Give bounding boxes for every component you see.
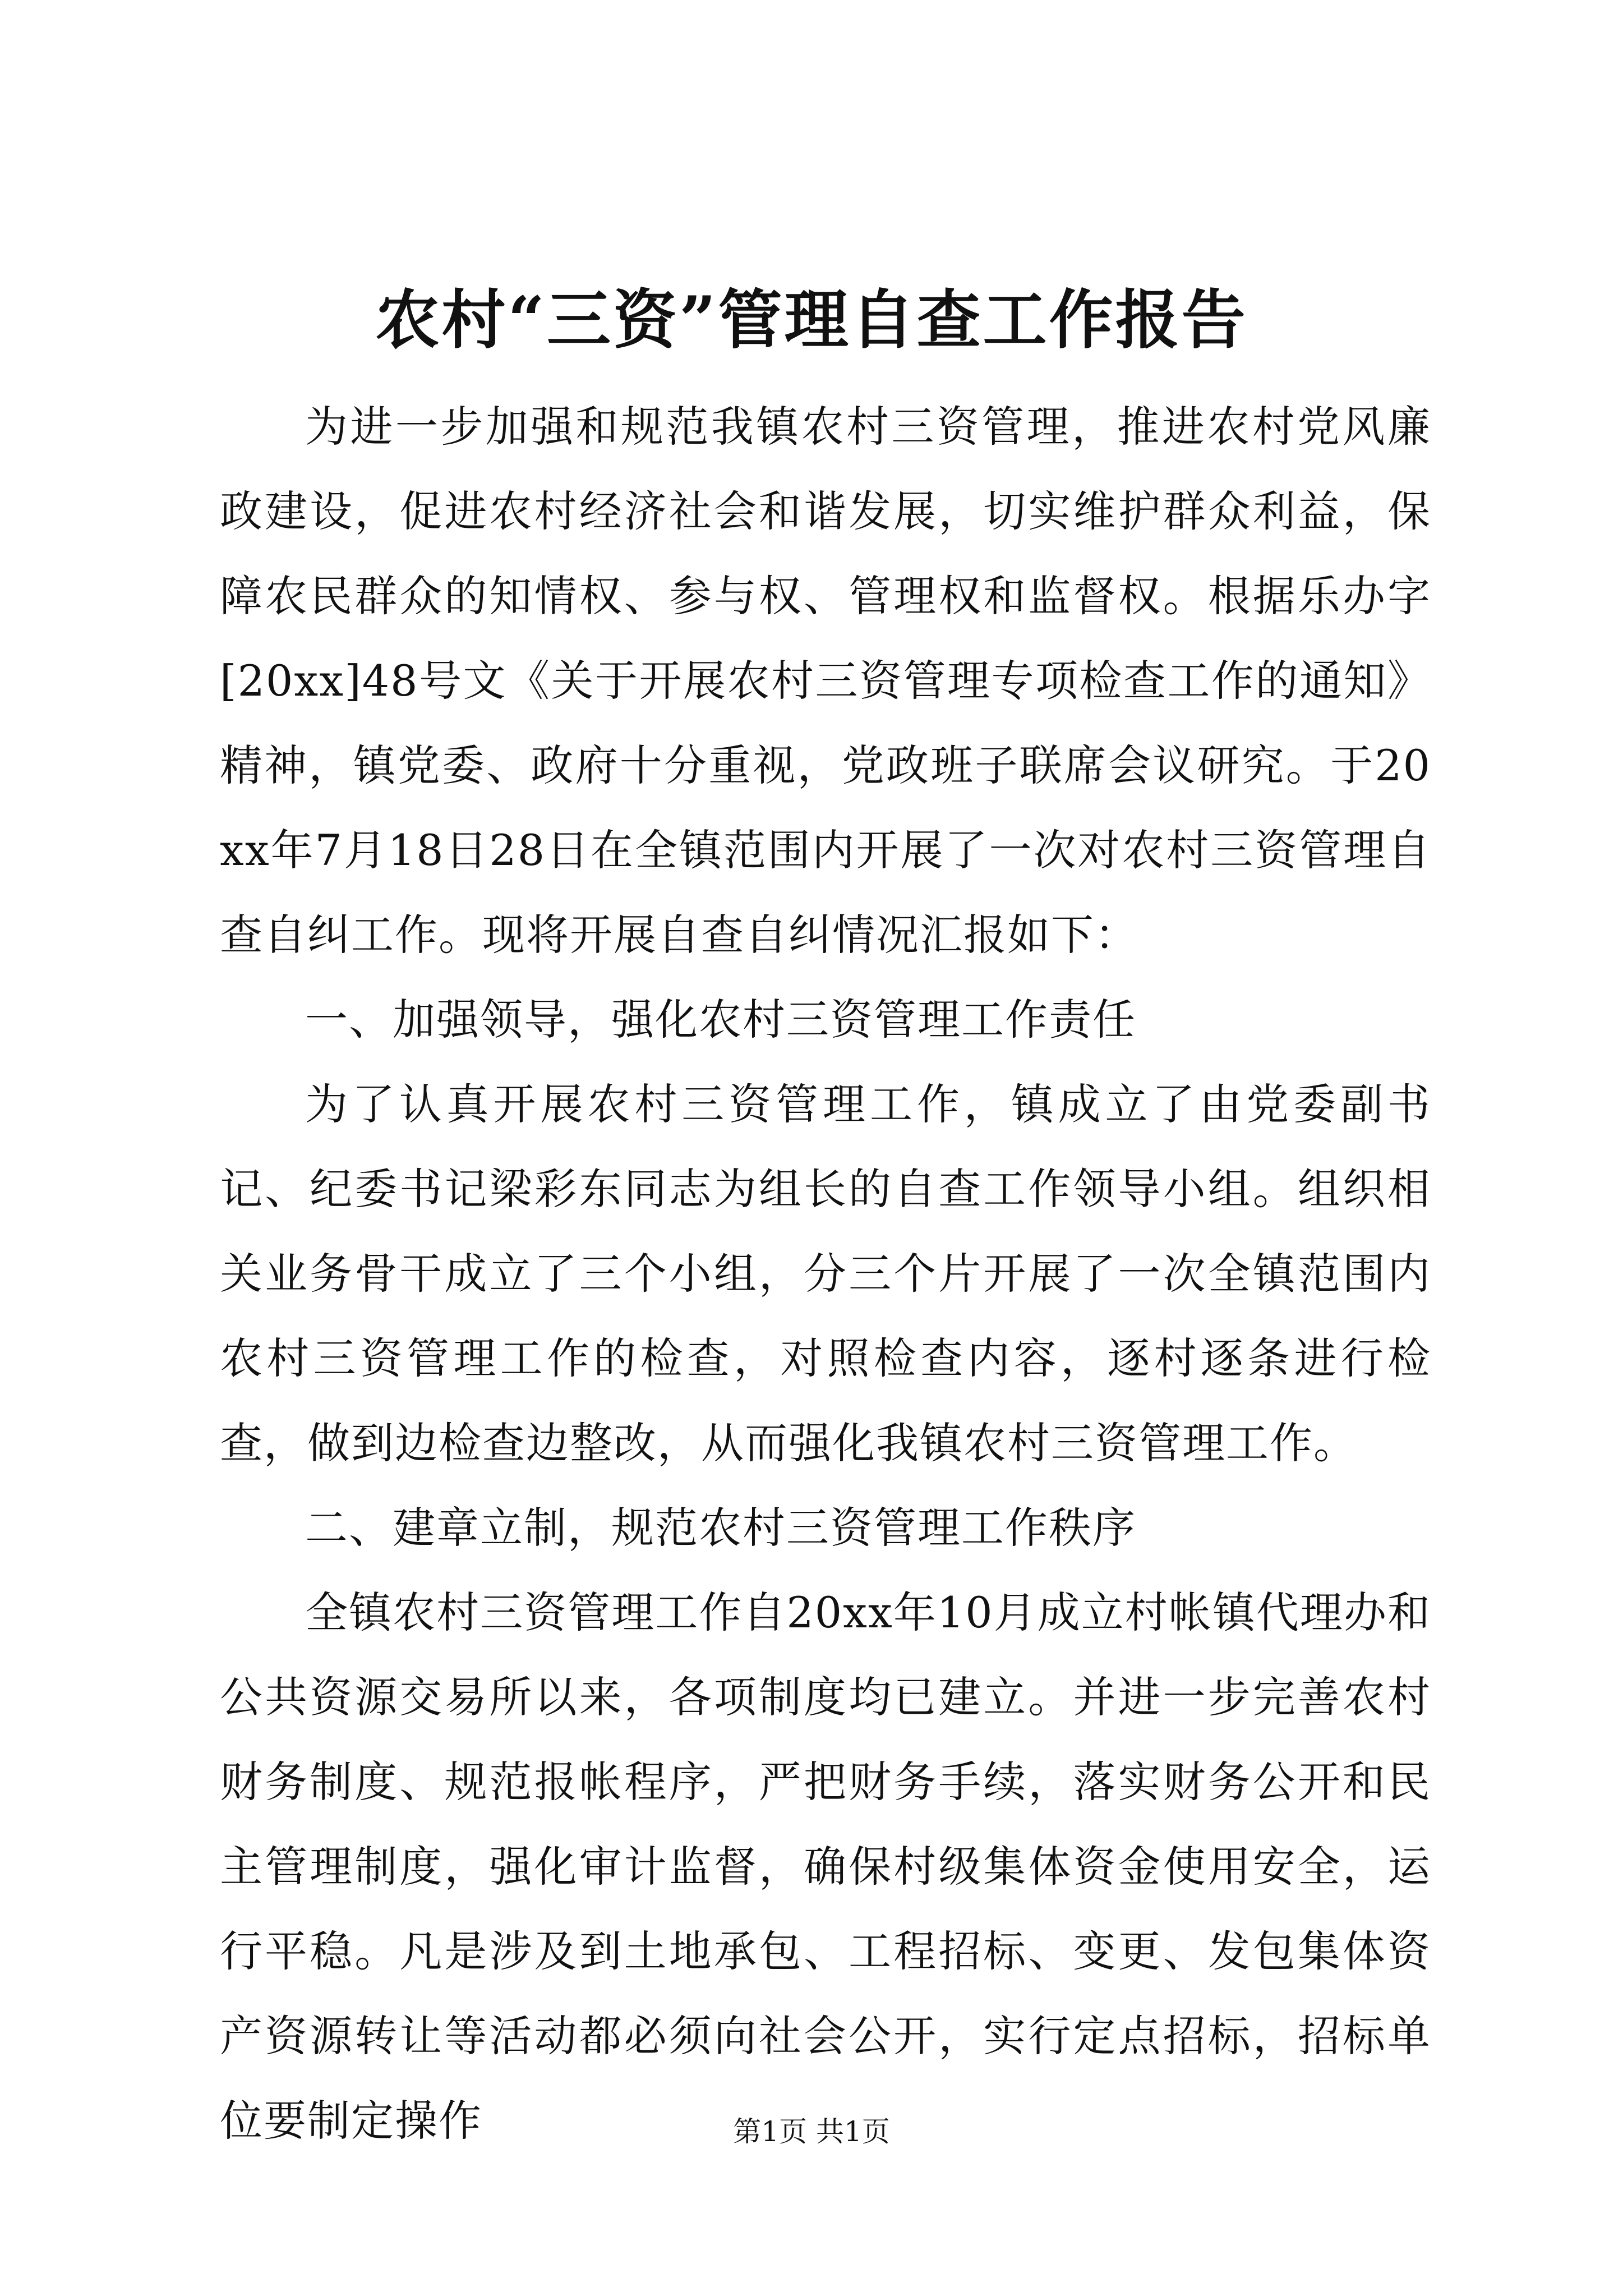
section-heading-2: 二、建章立制，规范农村三资管理工作秩序 — [305, 1503, 1136, 1553]
intro-paragraph: 为进一步加强和规范我镇农村三资管理，推进农村党风廉政建设，促进农村经济社会和谐发展，切实维护群众利益，保障农民群众的知情权、参与权、管理权和监督权。根据乐办字[20xx]48号文《关于开展农村三资管理专项检查工作的通知》精神，镇党委、政府十分重视，党政班子联席会议研究。于20xx年7月18日28日在全镇范围内开展了一次对农村三资管理自查自纠工作。现将开展自查自纠情况汇报如下： — [220, 402, 1431, 960]
page-footer: 第1页 共1页 — [733, 2115, 890, 2148]
section-2-paragraph: 全镇农村三资管理工作自20xx年10月成立村帐镇代理办和公共资源交易所以来，各项制度均已建立。并进一步完善农村财务制度、规范报帐程序，严把财务手续，落实财务公开和民主管理制度，强化审计监督，确保村级集体资金使用安全，运行平稳。凡是涉及到土地承包、工程招标、变更、发包集体资产资源转让等活动都必须向社会公开，实行定点招标，招标单位要制定操作 — [220, 1588, 1431, 2146]
section-heading-1: 一、加强领导，强化农村三资管理工作责任 — [305, 995, 1136, 1045]
section-1-paragraph: 为了认真开展农村三资管理工作，镇成立了由党委副书记、纪委书记梁彩东同志为组长的自查工作领导小组。组织相关业务骨干成立了三个小组，分三个片开展了一次全镇范围内农村三资管理工作的检查，对照检查内容，逐村逐条进行检查，做到边检查边整改，从而强化我镇农村三资管理工作。 — [220, 1079, 1431, 1468]
document-title: 农村“三资”管理自查工作报告 — [375, 282, 1248, 357]
document-body — [220, 384, 1431, 2163]
